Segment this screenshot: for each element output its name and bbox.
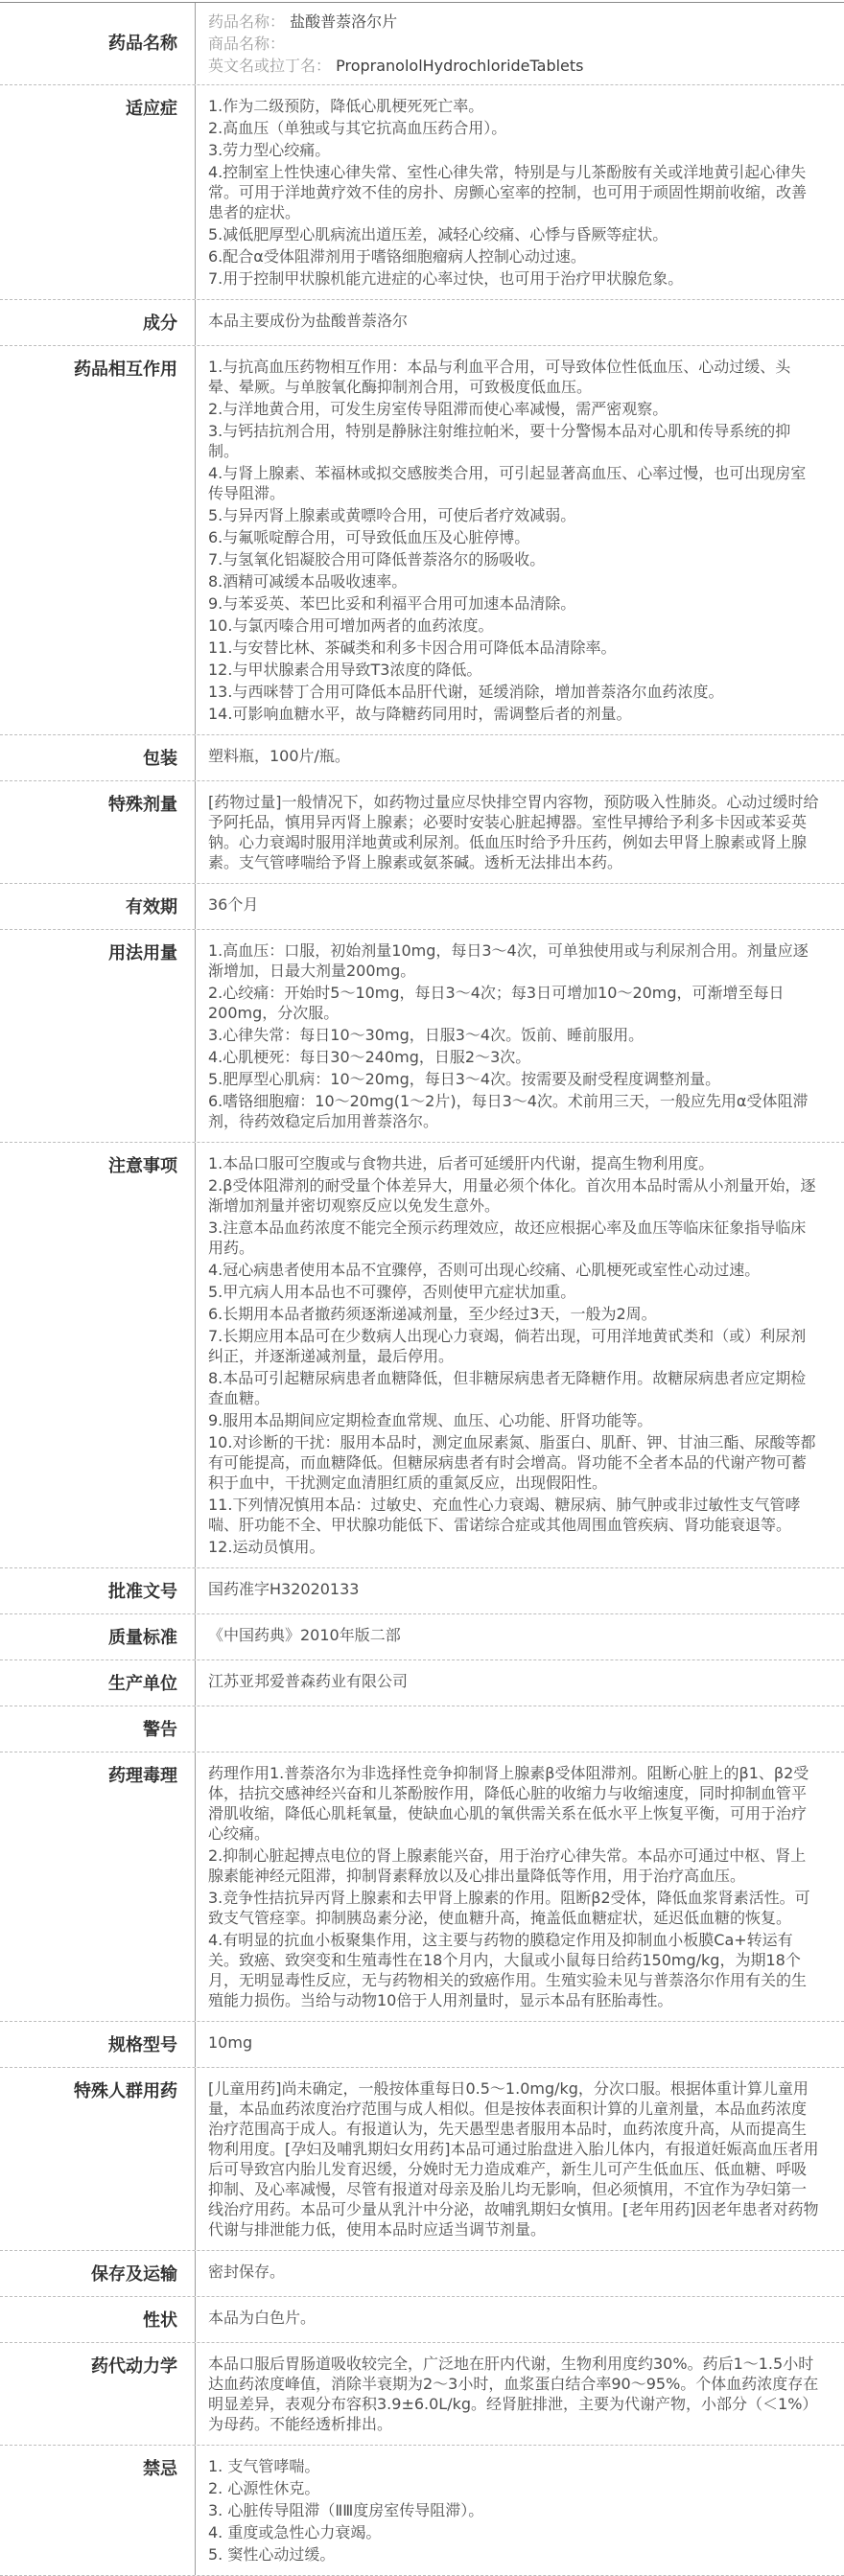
table-row [0,930,844,1143]
content-line: 5.与异丙肾上腺素或黄嘌呤合用，可使后者疗效减弱。 [208,506,576,524]
row-label: 有效期 [126,897,177,917]
row-label: 性状 [143,2310,177,2331]
row-content [195,1660,844,1706]
row-label: 特殊人群用药 [74,2081,177,2101]
name-pair-line [208,11,821,33]
content-line: 1.作为二级预防，降低心肌梗死死亡率。 [208,97,484,115]
row-content [195,2022,844,2067]
content-line: 5. 窦性心动过缓。 [208,2545,336,2564]
table-row [0,1568,844,1614]
row-content [195,1752,844,2021]
row-label: 注意事项 [108,1156,177,1176]
content-line: 1.本品口服可空腹或与食物共进，后者可延缓肝内代谢，提高生物利用度。 [208,1154,715,1172]
content-line: 10mg [208,2033,253,2052]
table-row [0,735,844,781]
content-line: 7.与氢氧化铝凝胶合用可降低普萘洛尔的肠吸收。 [208,550,546,569]
content-line: 2.高血压（单独或与其它抗高血压药合用）。 [208,119,507,137]
content-line: 4.与肾上腺素、苯福林或拟交感胺类合用，可引起显著高血压、心率过慢，也可出现房室传导阻滞。 [208,464,807,502]
row-content [195,2068,844,2250]
content-line: 本品主要成份为盐酸普萘洛尔 [208,312,409,330]
content-line: 6.配合α受体阻滞剂用于嗜铬细胞瘤病人控制心动过速。 [208,247,586,266]
content-line: 12.与甲状腺素合用导致T3浓度的降低。 [208,661,482,679]
content-line: 6.与氟哌啶醇合用，可导致低血压及心脏停博。 [208,528,530,546]
content-line: 11.下列情况慎用本品：过敏史、充血性心力衰竭、糖尿病、肺气肿或非过敏性支气管哮喘、肝功能不全、甲状腺功能低下、雷诺综合症或其他周围血管疾病、肾功能衰退等。 [208,1496,801,1534]
content-line: 8.本品可引起糖尿病患者血糖降低，但非糖尿病患者无降糖作用。故糖尿病患者应定期检查血糖。 [208,1369,807,1407]
table-row [0,1706,844,1752]
row-content [195,85,844,299]
content-line: 本品口服后胃肠道吸收较完全，广泛地在肝内代谢，生物利用度约30%。药后1～1.5小时达血药浓度峰值，消除半衰期为2～3小时，血浆蛋白结合率90～95%。个体血药浓度存在明显差异，表观分布容积3.9±6.0L/kg。经肾脏排泄，主要为代谢产物，小部分（＜1%）为母药。不能经透析排出。 [208,2355,819,2433]
row-label: 药理毒理 [108,1766,177,1786]
content-line: 2.心绞痛：开始时5～10mg，每日3～4次；每3日可增加10～20mg，可渐增至每日200mg，分次服。 [208,984,785,1022]
row-label: 适应症 [126,99,177,119]
content-line: 10.与氯丙嗪合用可增加两者的血药浓度。 [208,616,494,635]
table-row [0,2251,844,2297]
table-row [0,2022,844,2068]
content-line: 2. 心源性休克。 [208,2479,320,2497]
content-line: 4.心肌梗死：每日30～240mg，日服2～3次。 [208,1048,531,1066]
content-line: 9.与苯妥英、苯巴比妥和利福平合用可加速本品清除。 [208,594,576,613]
content-line: 2.抑制心脏起搏点电位的肾上腺素能兴奋，用于治疗心律失常。本品亦可通过中枢、肾上腺素能神经元阻滞，抑制肾素释放以及心排出量降低等作用，用于治疗高血压。 [208,1846,807,1885]
name-pair-line [208,55,821,77]
row-content [195,930,844,1142]
row-label: 包装 [143,749,177,769]
table-row [0,1614,844,1660]
name-pair-line [208,33,821,55]
row-label: 禁忌 [143,2459,177,2479]
content-line: 本品为白色片。 [208,2309,316,2327]
content-line: 密封保存。 [208,2263,286,2281]
content-line: 6.长期用本品者撤药须逐渐递减剂量，至少经过3天，一般为2周。 [208,1305,657,1323]
pair-value: PropranololHydrochlorideTablets [336,57,584,75]
content-line: [儿童用药]尚未确定，一般按体重每日0.5～1.0mg/kg，分次口服。根据体重计算儿童用量，本品血药浓度治疗范围与成人相似。但是按体表面积计算的儿童剂量，本品血药浓度治疗范围高于成人。有报道认为，先天愚型患者服用本品时，血药浓度升高，从而提高生物利用度。[孕妇及哺乳期妇女用药]本品可通过胎盘进入胎儿体内，有报道妊娠高血压者用后可导致宫内胎儿发育迟缓，分娩时无力造成难产，新生儿可产生低血压、低血糖、呼吸抑制、及心率减慢，尽管有报道对母亲及胎儿均无影响，但必须慎用，不宜作为孕妇第一线治疗用药。本品可少量从乳汁中分泌，故哺乳期妇女慎用。[老年用药]因老年患者对药物代谢与排泄能力低，使用本品时应适当调节剂量。 [208,2079,819,2239]
content-line: 1.与抗高血压药物相互作用：本品与利血平合用，可导致体位性低血压、心动过缓、头晕、晕厥。与单胺氧化酶抑制剂合用，可致极度低血压。 [208,358,791,396]
row-content [195,1143,844,1567]
content-line: 10.对诊断的干扰：服用本品时，测定血尿素氮、脂蛋白、肌酐、钾、甘油三酯、尿酸等都有可能提高，而血糖降低。但糖尿病患者有时会增高。肾功能不全者本品的代谢产物可蓄积于血中，干扰测定血清胆红质的重氮反应，出现假阳性。 [208,1433,816,1492]
pair-value: 盐酸普萘洛尔片 [290,12,398,31]
content-line: 11.与安替比林、茶碱类和利多卡因合用可降低本品清除率。 [208,638,617,657]
row-label: 药品名称 [108,33,177,54]
content-line: 4.冠心病患者使用本品不宜骤停，否则可出现心绞痛、心肌梗死或室性心动过速。 [208,1261,761,1279]
content-line: 3. 心脏传导阻滞（ⅡⅢ度房室传导阻滞）。 [208,2501,484,2519]
table-row [0,1752,844,2022]
row-label: 药品相互作用 [74,360,177,380]
content-line: 1.高血压：口服，初始剂量10mg，每日3～4次，可单独使用或与利尿剂合用。剂量应逐渐增加，日最大剂量200mg。 [208,941,809,980]
content-line: [药物过量]一般情况下，如药物过量应尽快排空胃内容物，预防吸入性肺炎。心动过缓时给予阿托品，慎用异丙肾上腺素；必要时安装心脏起搏器。室性早搏给予利多卡因或苯妥英钠。心力衰竭时服用洋地黄或利尿剂。低血压时给予升压药，例如去甲肾上腺素或肾上腺素。支气管哮喘给予肾上腺素或氨茶碱。透析无法排出本药。 [208,793,819,871]
content-line: 7.用于控制甲状腺机能亢进症的心率过快，也可用于治疗甲状腺危象。 [208,269,684,288]
content-line: 3.竞争性拮抗异丙肾上腺素和去甲肾上腺素的作用。阻断β2受体，降低血浆肾素活性。可致支气管痉挛。抑制胰岛素分泌，使血糖升高，掩盖低血糖症状，延迟低血糖的恢复。 [208,1889,810,1927]
row-content [195,300,844,345]
row-label: 批准文号 [108,1582,177,1602]
row-content [195,884,844,929]
row-content [195,781,844,883]
table-row [0,781,844,884]
content-line: 药理作用1.普萘洛尔为非选择性竞争抑制肾上腺素β受体阻滞剂。阻断心脏上的β1、β2受体，拮抗交感神经兴奋和儿茶酚胺作用，降低心脏的收缩力与收缩速度，同时抑制血管平滑肌收缩，降低心肌耗氧量，使缺血心肌的氧供需关系在低水平上恢复平衡，可用于治疗心绞痛。 [208,1764,809,1843]
row-content [195,1614,844,1659]
content-line: 5.甲亢病人用本品也不可骤停，否则使甲亢症状加重。 [208,1283,576,1301]
row-content [195,2446,844,2575]
pair-key: 药品名称： [208,12,286,31]
row-label: 警告 [143,1720,177,1740]
content-line: 6.嗜铬细胞瘤：10～20mg(1～2片)，每日3～4次。术前用三天，一般应先用α受体阻滞剂，待药效稳定后加用普萘洛尔。 [208,1092,809,1130]
content-line: 2.β受体阻滞剂的耐受量个体差异大，用量必须个体化。首次用本品时需从小剂量开始，逐渐增加剂量并密切观察反应以免发生意外。 [208,1176,816,1215]
content-line: 5.肥厚型心肌病：10～20mg，每日3～4次。按需要及耐受程度调整剂量。 [208,1070,721,1088]
content-line: 3.与钙拮抗剂合用，特别是静脉注射维拉帕米，要十分警惕本品对心肌和传导系统的抑制。 [208,422,791,460]
row-content [195,1706,844,1752]
content-line: 7.长期应用本品可在少数病人出现心力衰竭，倘若出现，可用洋地黄甙类和（或）利尿剂纠正，并逐渐递减剂量，最后停用。 [208,1327,807,1365]
row-label: 生产单位 [108,1674,177,1694]
table-row [0,85,844,300]
content-line: 12.运动员慎用。 [208,1538,325,1556]
pair-key: 商品名称： [208,35,286,53]
content-line: 4.有明显的抗血小板聚集作用，这主要与药物的膜稳定作用及抑制血小板膜Ca+转运有关。致癌、致突变和生殖毒性在18个月内，大鼠或小鼠每日给药150mg/kg，为期18个月，无明显毒性反应，无与药物相关的致癌作用。生殖实验未见与普萘洛尔作用有关的生殖能力损伤。当给与动物10倍于人用剂量时，显示本品有胚胎毒性。 [208,1931,808,2009]
table-row [0,1660,844,1706]
content-line: 2.与洋地黄合用，可发生房室传导阻滞而使心率减慢，需严密观察。 [208,400,668,418]
row-label: 特殊剂量 [108,795,177,815]
row-content [195,2343,844,2445]
row-content [195,1568,844,1613]
table-row [0,3,844,85]
table-row [0,2068,844,2251]
content-line: 13.与西咪替丁合用可降低本品肝代谢，延缓消除，增加普萘洛尔血药浓度。 [208,683,724,701]
content-line: 塑料瓶，100片/瓶。 [208,747,350,765]
content-line: 国药准字H32020133 [208,1580,360,1598]
table-row [0,1143,844,1568]
content-line: 江苏亚邦爱普森药业有限公司 [208,1672,409,1690]
row-label: 药代动力学 [91,2356,177,2377]
content-line: 1. 支气管哮喘。 [208,2457,320,2475]
row-content [195,2251,844,2296]
row-label: 质量标准 [108,1628,177,1648]
content-line: 3.注意本品血药浓度不能完全预示药理效应，故还应根据心率及血压等临床征象指导临床用药。 [208,1218,807,1257]
table-row [0,300,844,346]
content-line: 4.控制室上性快速心律失常、室性心律失常，特别是与儿茶酚胺有关或洋地黄引起心律失常。可用于洋地黄疗效不佳的房扑、房颤心室率的控制，也可用于顽固性期前收缩，改善患者的症状。 [208,163,808,221]
row-label: 成分 [143,313,177,334]
content-line: 《中国药典》2010年版二部 [208,1626,401,1644]
row-label: 用法用量 [108,943,177,963]
pair-key: 英文名或拉丁名： [208,57,332,75]
row-content [195,2297,844,2342]
content-line: 36个月 [208,895,259,914]
content-line: 3.心律失常：每日10～30mg，日服3～4次。饭前、睡前服用。 [208,1026,645,1044]
table-row [0,2446,844,2576]
content-line: 8.酒精可减缓本品吸收速率。 [208,572,408,591]
content-line: 14.可影响血糖水平，故与降糖药同用时，需调整后者的剂量。 [208,705,632,723]
content-line: 5.减低肥厚型心肌病流出道压差，减轻心绞痛、心悸与昏厥等症状。 [208,225,668,244]
table-row [0,2297,844,2343]
drug-spec-table [0,2,844,2576]
row-content [195,346,844,734]
row-label: 规格型号 [108,2035,177,2055]
row-label: 保存及运输 [91,2264,177,2285]
table-row [0,884,844,930]
table-row [0,2343,844,2446]
content-line: 4. 重度或急性心力衰竭。 [208,2523,382,2541]
content-line: 9.服用本品期间应定期检查血常规、血压、心功能、肝肾功能等。 [208,1411,653,1429]
row-content [195,3,844,84]
content-line: 3.劳力型心绞痛。 [208,141,331,159]
row-content [195,735,844,780]
table-row [0,346,844,735]
